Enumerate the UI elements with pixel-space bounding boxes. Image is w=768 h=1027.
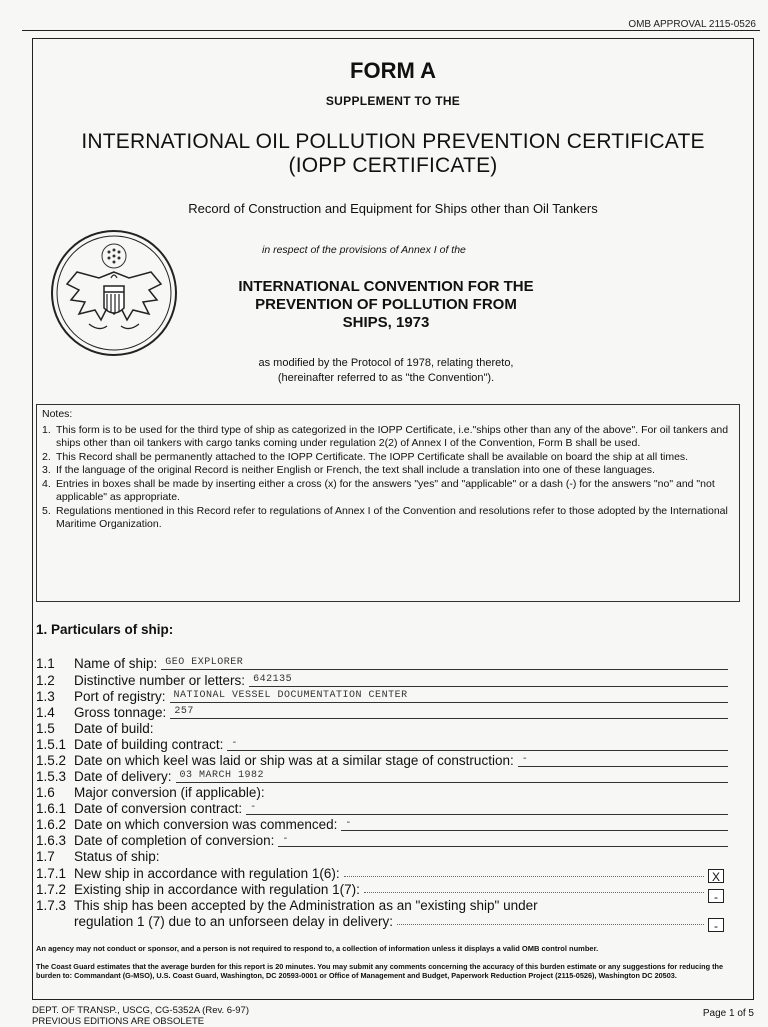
- new-ship-checkbox[interactable]: X: [708, 869, 724, 883]
- form-title: FORM A: [350, 58, 436, 83]
- note-item: 1. This form is to be used for the third type of ship as categorized in the IOPP Certificate, i.e."ships other than any of the above". For oil tankers and ships other than oil tankers with cargo tanks coming under regulation 2(2) of Annex I of the Convention, Form B shall be used.: [42, 423, 729, 449]
- new-ship-row: 1.7.1 New ship in accordance with regulation 1(6):: [36, 866, 708, 882]
- keel-laid-field[interactable]: -: [518, 753, 728, 767]
- accepted-existing-row-cont: regulation 1 (7) due to an unforseen delay in delivery:: [36, 914, 708, 930]
- note-item: 2. This Record shall be permanently attached to the IOPP Certificate. The IOPP Certificate shall be available on board the ship at all times.: [42, 450, 689, 463]
- eagle-seal-icon: [49, 228, 179, 358]
- conversion-commenced-row: 1.6.2 Date on which conversion was commenced: -: [36, 817, 728, 833]
- page-number: Page 1 of 5: [702, 1008, 754, 1019]
- gross-tonnage-row: 1.4 Gross tonnage: 257: [36, 705, 728, 721]
- keel-laid-row: 1.5.2 Date on which keel was laid or ship was at a similar stage of construction: -: [36, 753, 728, 769]
- distinctive-number-row: 1.2 Distinctive number or letters: 642135: [36, 673, 728, 689]
- date-of-build-field: [158, 721, 728, 734]
- building-contract-field[interactable]: -: [227, 737, 728, 751]
- ship-name-row: 1.1 Name of ship: GEO EXPLORER: [36, 656, 728, 672]
- protocol-note: as modified by the Protocol of 1978, relating thereto, (hereinafter referred to as "the Convention").: [258, 357, 514, 384]
- ship-name-field[interactable]: GEO EXPLORER: [161, 656, 728, 670]
- conversion-completion-row: 1.6.3 Date of completion of conversion: -: [36, 833, 728, 849]
- omb-notice: An agency may not conduct or sponsor, and a person is not required to respond to, a collection of information unless it displays a valid OMB control number.: [36, 944, 599, 953]
- accepted-existing-checkbox[interactable]: -: [708, 918, 724, 932]
- delivery-date-row: 1.5.3 Date of delivery: 03 MARCH 1982: [36, 769, 728, 785]
- building-contract-row: 1.5.1 Date of building contract: -: [36, 737, 728, 753]
- burden-statement: The Coast Guard estimates that the average burden for this report is 20 minutes. You may submit any comments concerning the accuracy of this burden estimate or any suggestions for reducing the burden to: Commandant (G-MSO), U.S. Coast Guard, Washington, DC 20593-0001 or Office of Management and Budget, Paperwork Reduction Project (2115-0526), Washington DC 20503.: [36, 962, 724, 980]
- existing-ship-checkbox[interactable]: -: [708, 889, 724, 903]
- omb-approval: OMB APPROVAL 2115-0526: [628, 19, 756, 30]
- status-of-ship-field: [164, 849, 728, 862]
- major-conversion-row: 1.6 Major conversion (if applicable):: [36, 785, 728, 801]
- note-item: 3. If the language of the original Record is neither English or French, the text shall include a translation into one of these languages.: [42, 464, 655, 476]
- distinctive-number-field[interactable]: 642135: [249, 673, 728, 687]
- conversion-commenced-field[interactable]: -: [341, 817, 728, 831]
- existing-ship-row: 1.7.2 Existing ship in accordance with regulation 1(7):: [36, 882, 708, 898]
- convention-title: INTERNATIONAL CONVENTION FOR THE PREVENTION OF POLLUTION FROM SHIPS, 1973: [238, 278, 534, 331]
- certificate-title: INTERNATIONAL OIL POLLUTION PREVENTION CERTIFICATE: [81, 130, 705, 153]
- accepted-existing-row: 1.7.3 This ship has been accepted by the Administration as an "existing ship" under: [36, 898, 538, 913]
- conversion-completion-field[interactable]: -: [278, 833, 728, 847]
- major-conversion-field: [269, 785, 728, 798]
- port-of-registry-row: 1.3 Port of registry: NATIONAL VESSEL DOCUMENTATION CENTER: [36, 689, 728, 705]
- annex-reference: in respect of the provisions of Annex I of the: [262, 244, 466, 256]
- status-of-ship-row: 1.7 Status of ship:: [36, 849, 728, 865]
- date-of-build-row: 1.5 Date of build:: [36, 721, 728, 737]
- notes-box: [36, 404, 740, 602]
- conversion-contract-row: 1.6.1 Date of conversion contract: -: [36, 801, 728, 817]
- top-rule: [22, 30, 760, 31]
- note-item: 4. Entries in boxes shall be made by inserting either a cross (x) for the answers "yes" and "applicable" or a dash (-) for the answers "no" and "not applicable" as appropriate.: [42, 477, 715, 503]
- port-of-registry-field[interactable]: NATIONAL VESSEL DOCUMENTATION CENTER: [170, 689, 728, 703]
- notes-heading: Notes:: [42, 408, 73, 420]
- certificate-subtitle: (IOPP CERTIFICATE): [288, 154, 498, 177]
- note-item: 5. Regulations mentioned in this Record refer to regulations of Annex I of the Convention and resolutions refer to those adopted by the International Maritime Organization.: [42, 504, 728, 530]
- gross-tonnage-field[interactable]: 257: [170, 705, 728, 719]
- form-number: DEPT. OF TRANSP., USCG, CG-5352A (Rev. 6-97) PREVIOUS EDITIONS ARE OBSOLETE: [32, 1005, 249, 1027]
- conversion-contract-field[interactable]: -: [246, 801, 728, 815]
- delivery-date-field[interactable]: 03 MARCH 1982: [176, 769, 728, 783]
- supplement-heading: SUPPLEMENT TO THE: [325, 94, 461, 108]
- particulars-heading: 1. Particulars of ship:: [36, 622, 174, 637]
- record-description: Record of Construction and Equipment for Ships other than Oil Tankers: [188, 201, 598, 216]
